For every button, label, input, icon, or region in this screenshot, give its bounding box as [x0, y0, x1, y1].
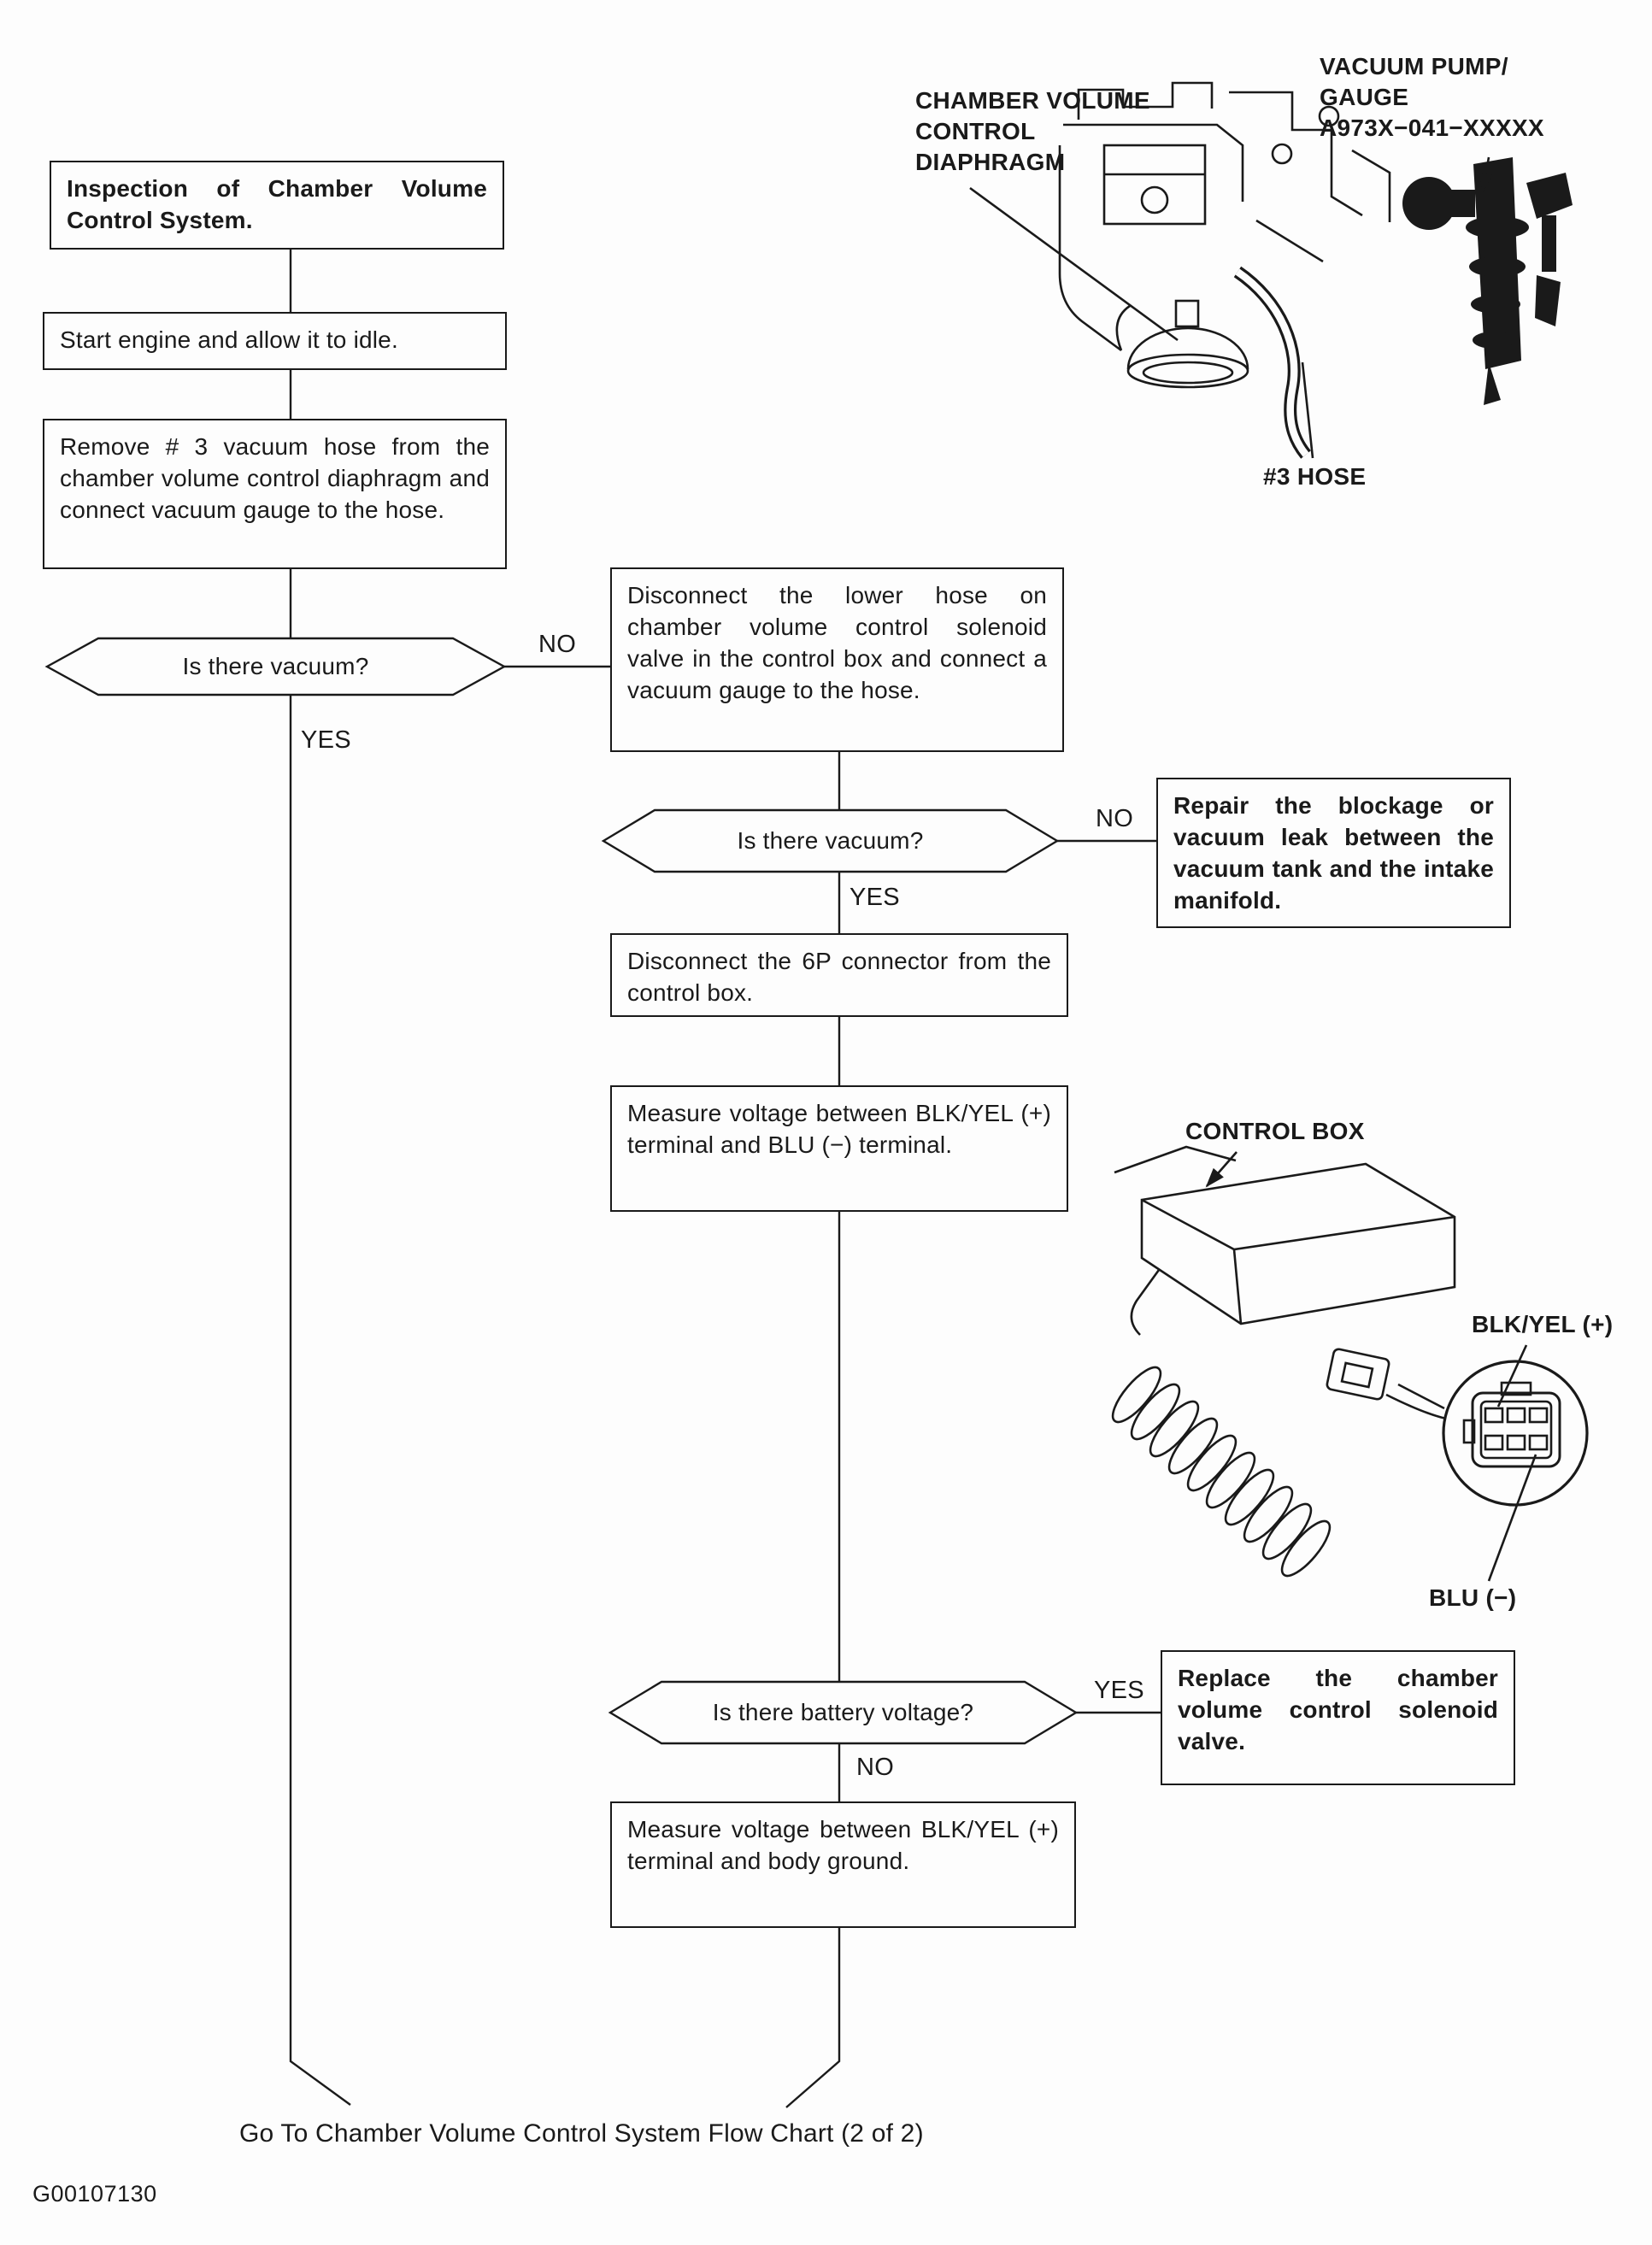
diaphragm-stem	[1176, 301, 1198, 326]
flow-step-replace-solenoid-valve: Replace the chamber volume control solenoid valve.	[1161, 1650, 1515, 1785]
label-number3-hose: #3 HOSE	[1263, 463, 1367, 490]
label-blu-negative-terminal: BLU (−)	[1429, 1584, 1517, 1611]
control-box-illustration	[1106, 1147, 1587, 1583]
vacuum-pump-gauge-illustration	[1402, 157, 1573, 405]
label-control-box: CONTROL BOX	[1185, 1118, 1365, 1144]
label-line: CHAMBER VOLUME	[915, 87, 1150, 114]
harness-connector	[1326, 1349, 1390, 1401]
flow-step-disconnect-lower-hose: Disconnect the lower hose on chamber volume control solenoid valve in the control box and connect a vacuum gauge to the hose.	[610, 567, 1064, 752]
flow-step-repair-blockage: Repair the blockage or vacuum leak between the vacuum tank and the intake manifold.	[1156, 778, 1511, 928]
branch-label-no-1: NO	[538, 631, 577, 658]
flow-step-disconnect-6p-connector: Disconnect the 6P connector from the control box.	[610, 933, 1068, 1017]
footer-goto-flowchart-2: Go To Chamber Volume Control System Flow Chart (2 of 2)	[239, 2119, 924, 2148]
label-line: CONTROL	[915, 118, 1036, 144]
branch-label-yes-2: YES	[850, 884, 900, 911]
flow-step-measure-voltage-ground: Measure voltage between BLK/YEL (+) terminal and body ground.	[610, 1801, 1076, 1928]
flow-step-inspection-title: Inspection of Chamber Volume Control System.	[50, 161, 504, 250]
label-line: A973X−041−XXXXX	[1320, 115, 1544, 141]
branch-label-no-2: NO	[1096, 805, 1134, 832]
label-line: DIAPHRAGM	[915, 149, 1066, 175]
control-box-body	[1142, 1164, 1455, 1324]
connector-box9-to-footer	[786, 1921, 839, 2107]
branch-label-no-3: NO	[856, 1754, 895, 1781]
branch-label-yes-1: YES	[301, 726, 351, 754]
figure-code: G00107130	[32, 2181, 157, 2207]
flow-step-start-engine: Start engine and allow it to idle.	[43, 312, 507, 370]
label-chamber-volume-control-diaphragm	[915, 85, 1150, 178]
branch-label-yes-3: YES	[1094, 1677, 1144, 1704]
decision-is-there-battery-voltage: Is there battery voltage?	[712, 1699, 974, 1725]
label-blkyel-positive-terminal: BLK/YEL (+)	[1472, 1311, 1614, 1337]
decision-is-there-vacuum-1: Is there vacuum?	[182, 653, 369, 679]
label-line: GAUGE	[1320, 84, 1409, 110]
decision-is-there-vacuum-2: Is there vacuum?	[737, 827, 924, 854]
connector-yes-spine-left	[291, 691, 350, 2105]
flow-step-measure-voltage-blu: Measure voltage between BLK/YEL (+) terminal and BLU (−) terminal.	[610, 1085, 1068, 1212]
flow-step-remove-hose: Remove # 3 vacuum hose from the chamber volume control diaphragm and connect vacuum gauge to the hose.	[43, 419, 507, 569]
label-vacuum-pump-gauge	[1320, 51, 1544, 144]
corrugated-hose	[1106, 1361, 1337, 1582]
label-line: VACUUM PUMP/	[1320, 53, 1508, 79]
